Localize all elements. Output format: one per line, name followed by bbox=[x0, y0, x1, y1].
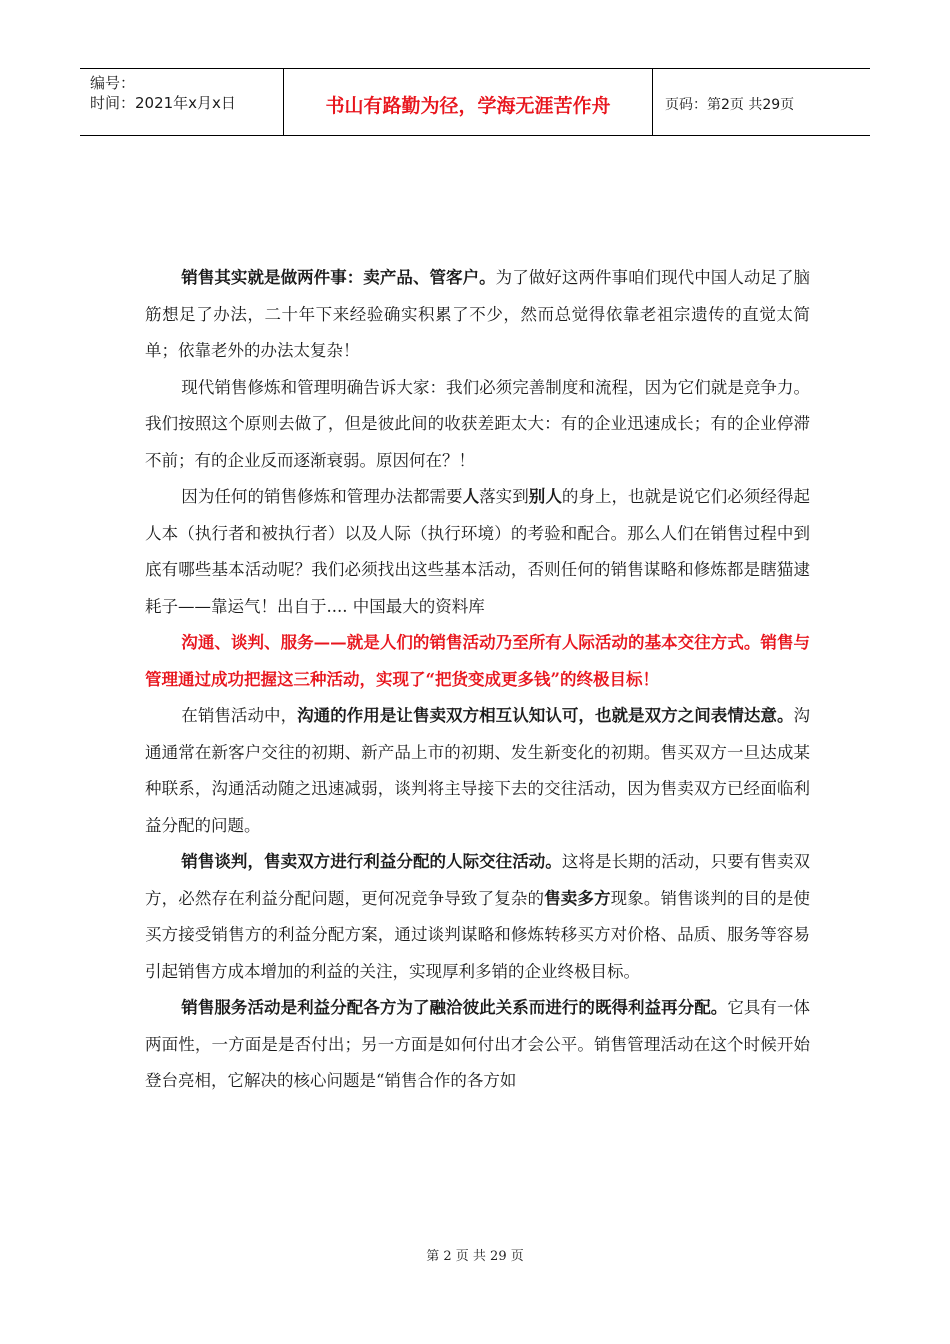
document-body bbox=[145, 260, 810, 1100]
document-time-label: 时间：2021年x月x日 bbox=[90, 94, 236, 112]
paragraph-6-bold-a: 销售谈判，售卖双方进行利益分配的人际交往活动。 bbox=[181, 852, 562, 871]
paragraph-1 bbox=[145, 260, 810, 370]
paragraph-1-bold: 销售其实就是做两件事：卖产品、管客户。 bbox=[181, 268, 496, 287]
paragraph-7-text: 它具有一体两面性，一方面是是否付出；另一方面是如何付出才会公平。销售管理活动在这个时候开始登台亮相，它解决的核心问题是“销售合作的各方如 bbox=[145, 998, 811, 1090]
paragraph-5-bold: 沟通的作用是让售卖双方相互认知认可，也就是双方之间表情达意。 bbox=[297, 706, 794, 725]
paragraph-5-text-a: 在销售活动中， bbox=[181, 706, 298, 725]
paragraph-2: 现代销售修炼和管理明确告诉大家：我们必须完善制度和流程，因为它们就是竞争力。我们按照这个原则去做了，但是彼此间的收获差距太大：有的企业迅速成长；有的企业停滞不前；有的企业反而逐渐衰弱。原因何在？！ bbox=[145, 377, 810, 470]
page-header bbox=[80, 68, 870, 136]
paragraph-3-bold-a: 人 bbox=[462, 487, 480, 506]
document-number-label: 编号： bbox=[90, 74, 136, 92]
paragraph-3-text-b: 落实到 bbox=[479, 487, 529, 506]
paragraph-7-bold: 销售服务活动是利益分配各方为了融洽彼此关系而进行的既得利益再分配。 bbox=[181, 998, 728, 1017]
paragraph-4-highlight: 沟通、谈判、服务——就是人们的销售活动乃至所有人际活动的基本交往方式。销售与管理通过成功把握这三种活动，实现了“把货变成更多钱”的终极目标！ bbox=[145, 633, 810, 689]
paragraph-3-bold-b: 别人 bbox=[528, 487, 562, 506]
paragraph-6-text-b: 现象。销售谈判的目的是使买方接受销售方的利益分配方案，通过谈判谋略和修炼转移买方对价格、品质、服务等容易引起销售方成本增加的利益的关注，实现厚利多销的企业终极目标。 bbox=[145, 888, 811, 981]
paragraph-7 bbox=[145, 990, 810, 1100]
paragraph-6-text-a: 这将是长期的活动，只要有售卖双方，必然存在利益分配问题，更何况竞争导致了复杂的 bbox=[145, 852, 811, 908]
paragraph-6-bold-b: 售卖多方 bbox=[544, 888, 611, 908]
paragraph-3-text-c: 的身上，也就是说它们必须经得起人本（执行者和被执行者）以及人际（执行环境）的考验和配合。那么人们在销售过程中到底有哪些基本活动呢？我们必须找出这些基本活动，否则任何的销售谋略和修炼都是瞎猫逮耗子——靠运气！出自于.... 中国最大的资料库 bbox=[145, 487, 811, 616]
header-meta bbox=[80, 69, 283, 135]
paragraph-6 bbox=[145, 844, 810, 990]
paragraph-5 bbox=[145, 698, 810, 844]
page-footer: 第 2 页 共 29 页 bbox=[426, 1249, 524, 1264]
paragraph-5-text-b: 沟通通常在新客户交往的初期、新产品上市的初期、发生新变化的初期。售买双方一旦达成某种联系，沟通活动随之迅速减弱，谈判将主导接下去的交往活动，因为售卖双方已经面临利益分配的问题。 bbox=[145, 706, 811, 835]
header-page-info: 页码：第2页 共29页 bbox=[665, 97, 795, 113]
paragraph-1-text: 为了做好这两件事咱们现代中国人动足了脑筋想足了办法，二十年下来经验确实积累了不少，然而总觉得依靠老祖宗遗传的直觉太简单；依靠老外的办法太复杂！ bbox=[145, 268, 811, 360]
paragraph-3-text-a: 因为任何的销售修炼和管理办法都需要 bbox=[181, 487, 463, 506]
header-motto: 书山有路勤为径，学海无涯苦作舟 bbox=[283, 69, 653, 135]
paragraph-3 bbox=[145, 479, 810, 625]
